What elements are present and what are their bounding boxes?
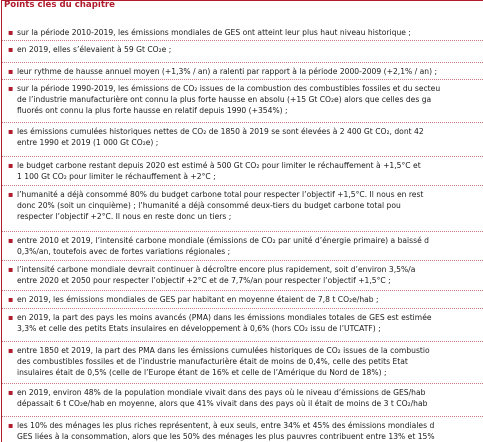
bullet-icon: ▪ (8, 45, 14, 54)
text-line: sur la période 2010-2019, les émissions mondiales de GES ont atteint leur plus haut niveau historique ; (17, 28, 411, 37)
bullet-icon: ▪ (8, 421, 14, 430)
page-title: Points clés du chapitre (4, 0, 116, 10)
text-line: entre 2010 et 2019, l’intensité carbone mondiale (émissions de CO₂ par unité d’énergie primaire) a baissé d (17, 236, 429, 245)
text-line: fluorés ont connu la plus forte hausse en relatif depuis 1990 (+354%) ; (17, 106, 288, 115)
text-line: des combustibles fossiles et de l’industrie manufacturière était de moins de 0,4%, celle des petits Etat (17, 357, 408, 366)
text-line: l’intensité carbone mondiale devrait continuer à décroître encore plus rapidement, soit d’environ 3,5%/a (17, 265, 416, 274)
list-item-text (17, 189, 483, 222)
text-line: le budget carbone restant depuis 2020 est estimé à 500 Gt CO₂ pour limiter le réchauffement à +1,5°C et (17, 161, 421, 170)
divider (2, 231, 483, 232)
text-line: dépassait 6 t CO₂e/hab en moyenne, alors que 41% vivait dans des pays où il était de moins de 3 t CO₂/hab (17, 399, 428, 408)
bullet-icon: ▪ (8, 346, 14, 355)
bullet-icon: ▪ (8, 265, 14, 274)
text-line: de l’industrie manufacturière ont connu la plus forte hausse en absolu (+15 Gt CO₂e) alors que celles des ga (17, 95, 432, 104)
divider (2, 290, 483, 291)
text-line: l’humanité a déjà consommé 80% du budget carbone total pour respecter l’objectif +1,5°C. Il nous en rest (17, 190, 424, 199)
list-item-text (17, 83, 483, 116)
divider (2, 79, 483, 80)
divider (2, 40, 483, 41)
list-item-text (17, 264, 483, 286)
list-item-text (17, 66, 483, 77)
bullet-icon: ▪ (8, 84, 14, 93)
bullet-icon: ▪ (8, 388, 14, 397)
text-line: 3,3% et celle des petits Etats insulaires en développement à 0,6% (hors CO₂ issu de l’UTCATF) ; (17, 324, 381, 333)
divider (2, 185, 483, 186)
text-line: en 2019, la part des pays les moins avancés (PMA) dans les émissions mondiales totales de GES est estimée (17, 313, 432, 322)
list-item-text (17, 420, 483, 442)
text-line: en 2019, environ 48% de la population mondiale vivait dans des pays où le niveau d’émissions de GES/hab (17, 388, 426, 397)
bullet-icon: ▪ (8, 236, 14, 245)
text-line: sur la période 1990-2019, les émissions de CO₂ issues de la combustion des combustibles fossiles et du secteu (17, 84, 441, 93)
bullet-icon: ▪ (8, 67, 14, 76)
divider (2, 62, 483, 63)
list-item-text (17, 126, 483, 148)
bullet-icon: ▪ (8, 161, 14, 170)
text-line: GES liées à la consommation, alors que les 50% des ménages les plus pauvres contribuent entre 13% et 15% (17, 432, 435, 441)
divider (2, 383, 483, 384)
divider (2, 341, 483, 342)
text-line: entre 2020 et 2050 pour respecter l’objectif +2°C et de 7,7%/an pour respecter l’objectif +1,5°C ; (17, 276, 391, 285)
text-line: les émissions cumulées historiques nettes de CO₂ de 1850 à 2019 se sont élevées à 2 400 Gt CO₂, dont 42 (17, 127, 424, 136)
bullet-icon: ▪ (8, 313, 14, 322)
text-line: entre 1990 et 2019 (1 000 Gt CO₂e) ; (17, 138, 159, 147)
list-item-text (17, 312, 483, 334)
text-line: 0,3%/an, toutefois avec de fortes variations régionales ; (17, 247, 231, 256)
divider (2, 416, 483, 417)
bullet-icon: ▪ (8, 127, 14, 136)
text-line: entre 1850 et 2019, la part des PMA dans les émissions cumulées historiques de CO₂ issues de la combustio (17, 346, 430, 355)
list-item-text (17, 345, 483, 378)
bullet-icon: ▪ (8, 295, 14, 304)
bullet-icon: ▪ (8, 190, 14, 199)
list-item-text (17, 387, 483, 409)
text-line: leur rythme de hausse annuel moyen (+1,3% / an) a ralenti par rapport à la période 2000-2009 (+2,1% / an) ; (17, 67, 438, 76)
list-item-text (17, 160, 483, 182)
divider (2, 156, 483, 157)
text-line: les 10% des ménages les plus riches représentent, à eux seuls, entre 34% et 45% des émissions mondiales d (17, 421, 435, 430)
list-item-text (17, 235, 483, 257)
text-line: donc 20% (soit un cinquième) ; l’humanité a déjà consommé deux-tiers du budget carbone total pou (17, 201, 401, 210)
list-item-text (17, 27, 483, 38)
text-line: en 2019, elles s’élevaient à 59 Gt CO₂e ; (17, 45, 172, 54)
text-line: respecter l’objectif +2°C. Il nous en reste donc un tiers ; (17, 212, 232, 221)
divider (2, 260, 483, 261)
list-item-text (17, 294, 483, 305)
text-line: 1 100 Gt CO₂ pour limiter le réchauffement à +2°C ; (17, 172, 216, 181)
text-line: insulaires était de 0,5% (celle de l’Europe étant de 16% et celle de l’Amérique du Nord de 18%) ; (17, 368, 387, 377)
text-line: en 2019, les émissions mondiales de GES par habitant en moyenne étaient de 7,8 t CO₂e/hab ; (17, 295, 379, 304)
bullet-icon: ▪ (8, 28, 14, 37)
divider (2, 122, 483, 123)
list-item-text (17, 44, 483, 55)
divider (2, 308, 483, 309)
